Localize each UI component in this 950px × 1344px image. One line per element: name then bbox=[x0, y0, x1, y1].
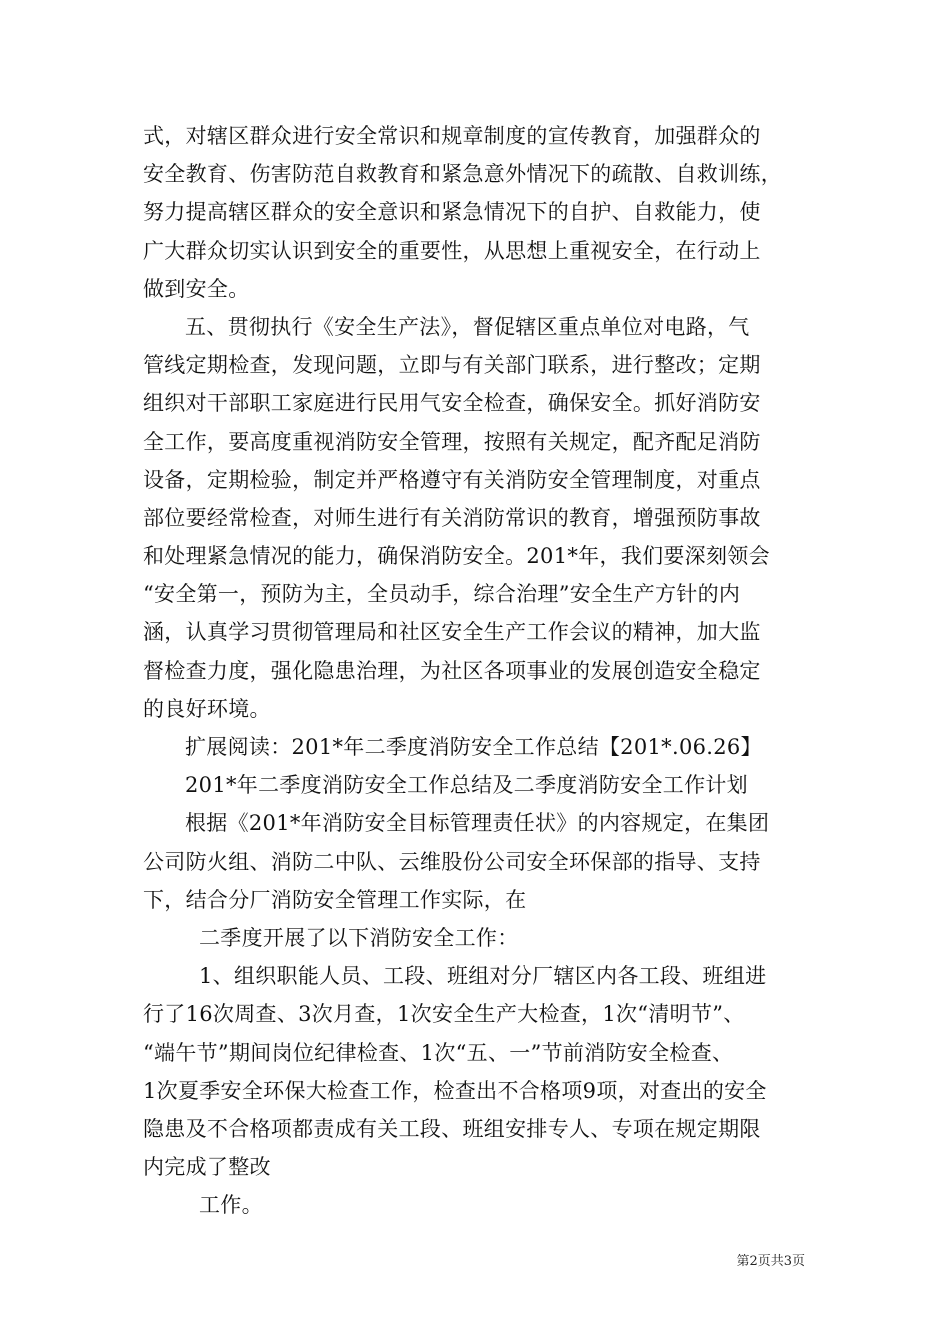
text-line: 安全教育、伤害防范自救教育和紧急意外情况下的疏散、自救训练， bbox=[143, 162, 782, 187]
text-line: “端午节”期间岗位纪律检查、1次“五、一”节前消防安全检查、 bbox=[143, 1040, 734, 1065]
text-line: 努力提高辖区群众的安全意识和紧急情况下的自护、自救能力，使 bbox=[143, 200, 761, 225]
text-line: 和处理紧急情况的能力，确保消防安全。201*年，我们要深刻领会 bbox=[143, 544, 770, 569]
paragraph-start-line: 五、贯彻执行《安全生产法》，督促辖区重点单位对电路，气 bbox=[185, 314, 750, 339]
text-line: 管线定期检查，发现问题，立即与有关部门联系，进行整改；定期 bbox=[143, 353, 761, 378]
text-line: 行了16次周查、3次月查，1次安全生产大检查，1次“清明节”、 bbox=[143, 1002, 745, 1027]
text-line: 隐患及不合格项都责成有关工段、班组安排专人、专项在规定期限 bbox=[143, 1116, 761, 1141]
paragraph-start-line: 二季度开展了以下消防安全工作： bbox=[199, 925, 519, 950]
text-line: 部位要经常检查，对师生进行有关消防常识的教育，增强预防事故 bbox=[143, 505, 761, 530]
text-line: 1次夏季安全环保大检查工作，检查出不合格项9项，对查出的安全 bbox=[143, 1078, 767, 1103]
paragraph-start-line: 根据《201*年消防安全目标管理责任状》的内容规定，在集团 bbox=[185, 811, 770, 836]
text-line: 组织对干部职工家庭进行民用气安全检查，确保安全。抓好消防安 bbox=[143, 391, 761, 416]
page-number: 第2页共3页 bbox=[736, 1254, 805, 1269]
text-line: 做到安全。 bbox=[143, 276, 250, 301]
text-line: 下，结合分厂消防安全管理工作实际，在 bbox=[143, 887, 527, 912]
text-line: 涵，认真学习贯彻管理局和社区安全生产工作会议的精神，加大监 bbox=[143, 620, 761, 645]
extended-reading-heading: 扩展阅读：201*年二季度消防安全工作总结【201*.06.26】 bbox=[185, 735, 762, 759]
text-line: 的良好环境。 bbox=[143, 696, 271, 721]
text-line: 式，对辖区群众进行安全常识和规章制度的宣传教育，加强群众的 bbox=[143, 124, 761, 148]
text-line: “安全第一，预防为主，全员动手，综合治理”安全生产方针的内 bbox=[143, 582, 741, 607]
list-item-start-line: 1、组织职能人员、工段、班组对分厂辖区内各工段、班组进 bbox=[199, 964, 767, 989]
text-line: 广大群众切实认识到安全的重要性，从思想上重视安全，在行动上 bbox=[143, 238, 761, 263]
text-line: 工作。 bbox=[199, 1193, 263, 1218]
section-title: 201*年二季度消防安全工作总结及二季度消防安全工作计划 bbox=[185, 773, 748, 798]
text-line: 公司防火组、消防二中队、云维股份公司安全环保部的指导、支持 bbox=[143, 849, 761, 874]
document-body bbox=[143, 117, 813, 1224]
text-line: 全工作，要高度重视消防安全管理，按照有关规定，配齐配足消防 bbox=[143, 429, 761, 454]
text-line: 督检查力度，强化隐患治理，为社区各项事业的发展创造安全稳定 bbox=[143, 658, 761, 683]
text-line: 内完成了整改 bbox=[143, 1155, 271, 1180]
text-line: 设备，定期检验，制定并严格遵守有关消防安全管理制度，对重点 bbox=[143, 467, 761, 492]
